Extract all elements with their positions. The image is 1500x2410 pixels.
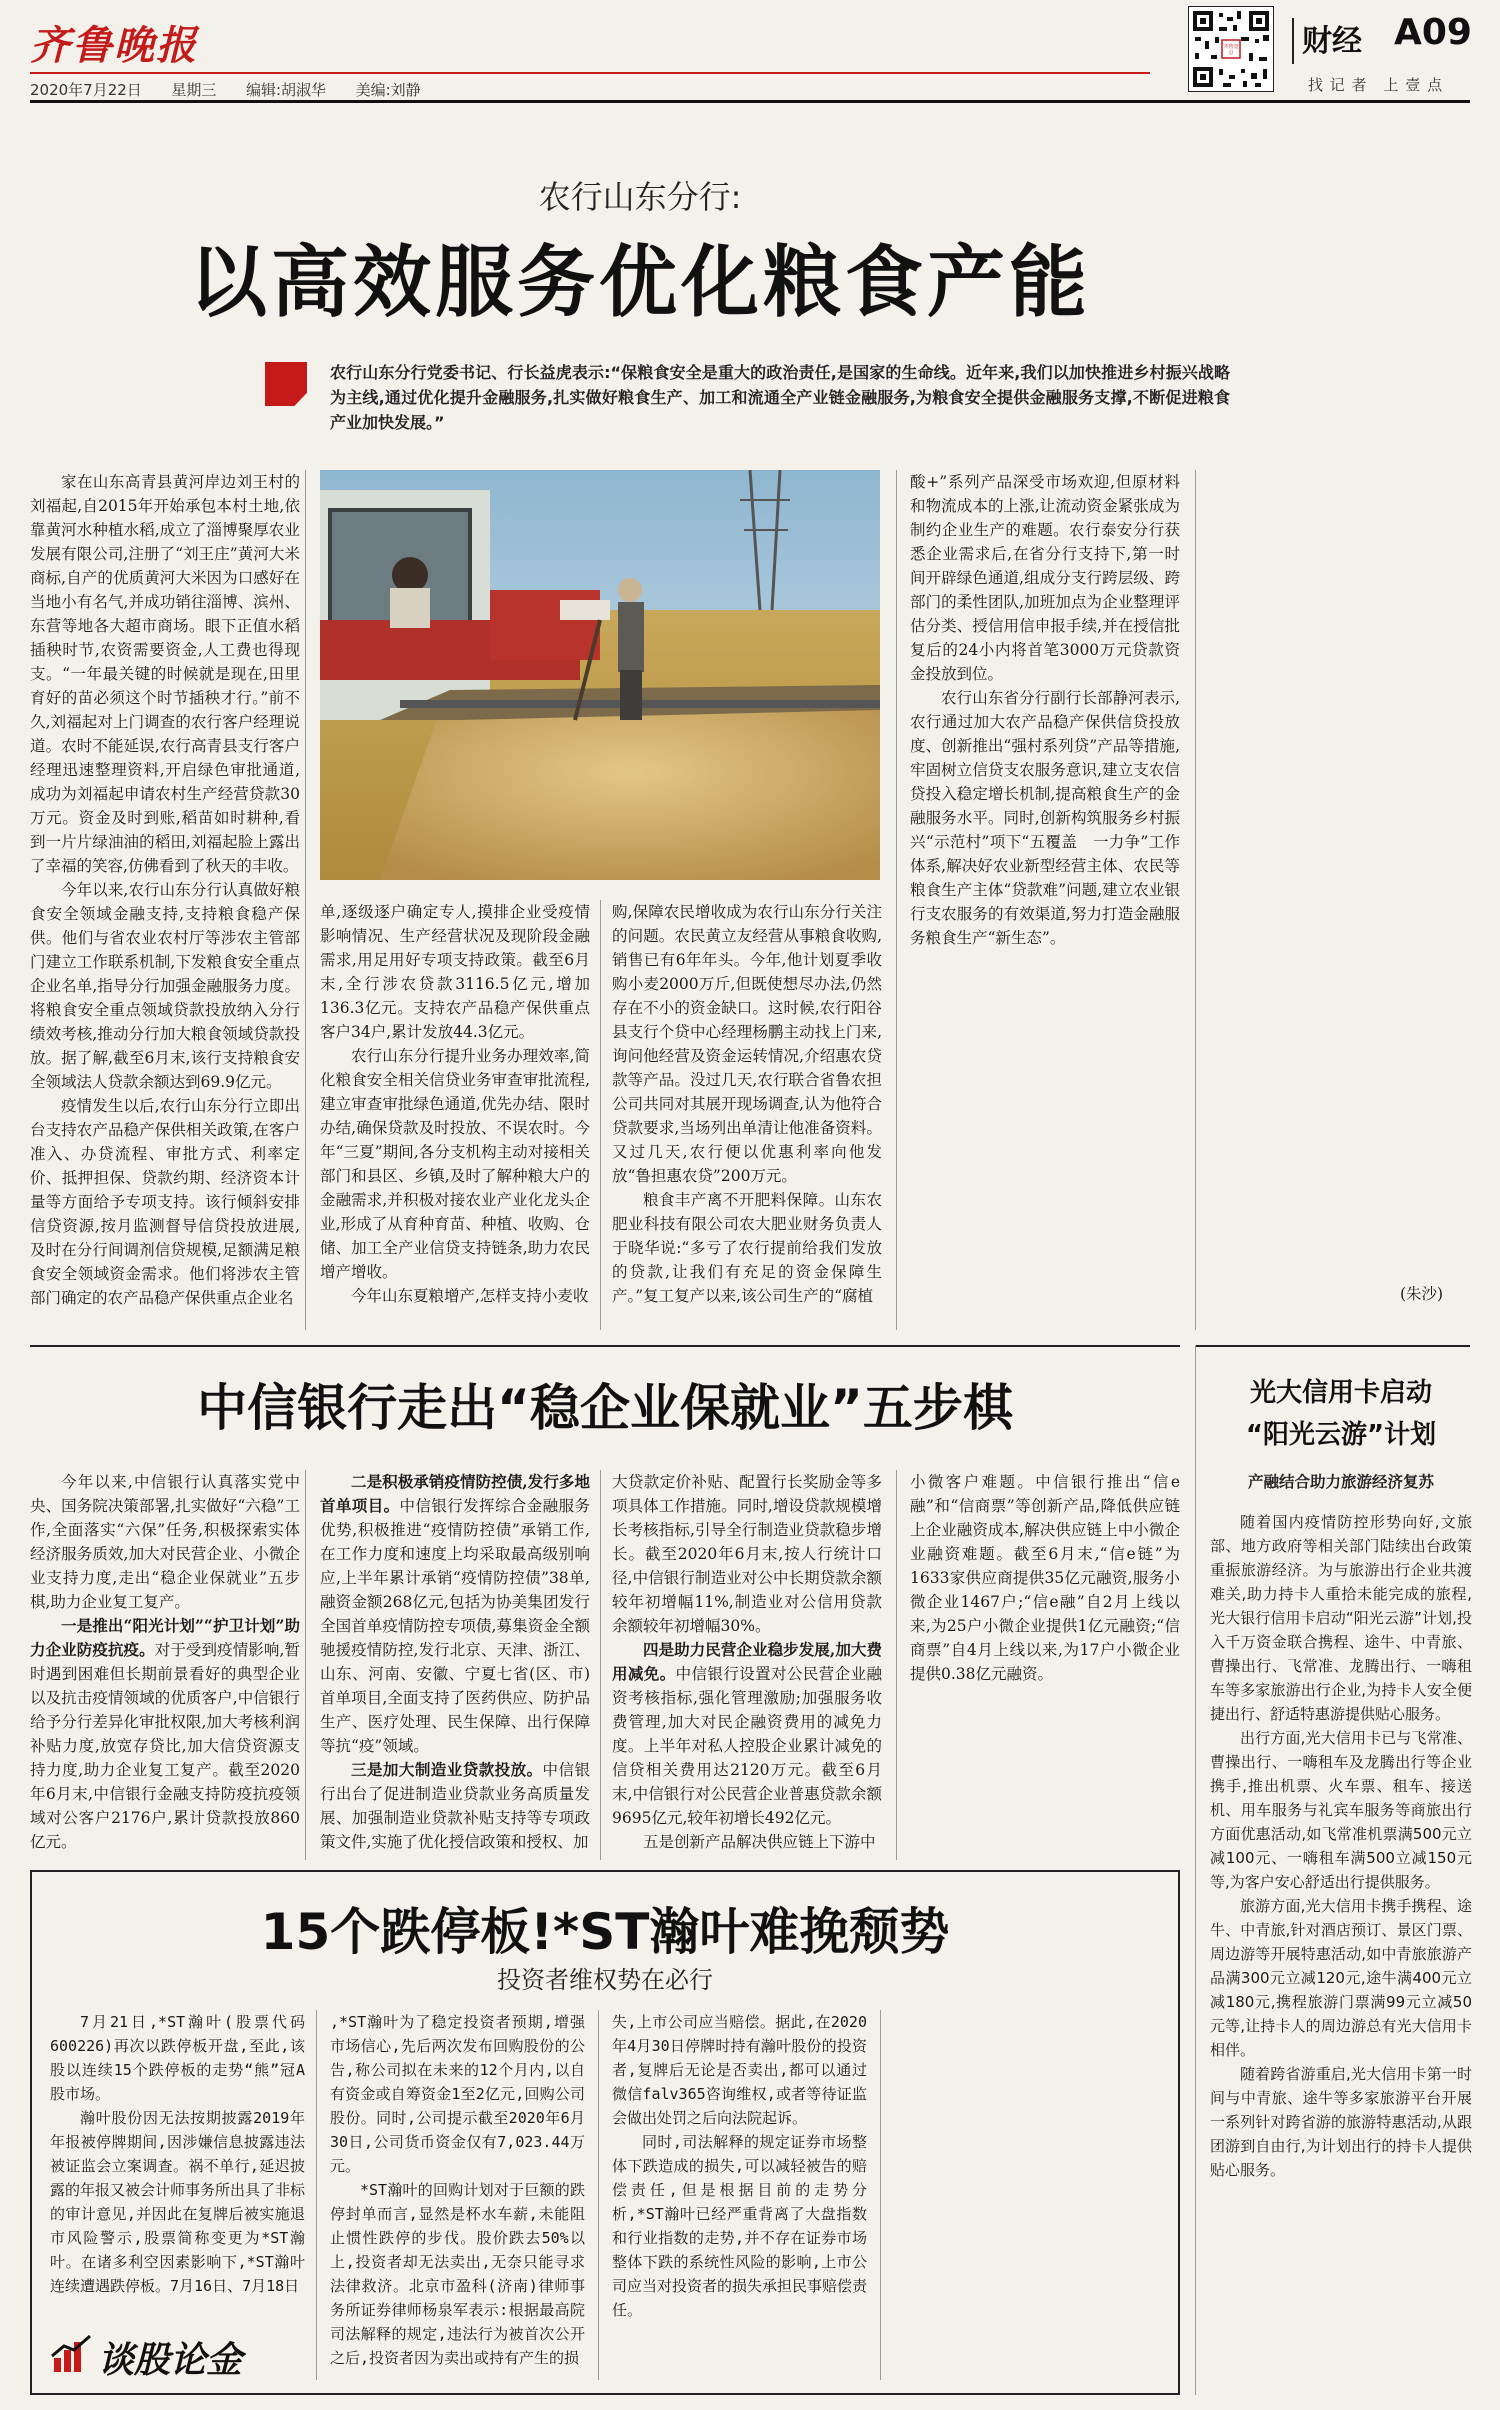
issue-date: 2020年7月22日 (30, 81, 142, 99)
paragraph: 今年山东夏粮增产,怎样支持小麦收 (351, 1287, 589, 1305)
article2-column-2 (320, 1470, 590, 1860)
article1-column-3 (612, 900, 882, 1330)
article1-lead: 农行山东分行党委书记、行长益虎表示:“保粮食安全是重大的政治责任,是国家的生命线。近年来,我们以加快推进乡村振兴战略为主线,通过优化提升金融服务,扎实做好粮食生产、加工和流通全产业链金融服务,为粮食安全提供金融服务支撑,不断促进粮食产业加快发展。” (330, 363, 1230, 432)
paragraph: 随着跨省游重启,光大信用卡第一时间与中青旅、途牛等多家旅游平台开展一系列针对跨省游的旅游特惠活动,从跟团游到自由行,为计划出行的持卡人提供贴心服务。 (1210, 2065, 1472, 2179)
article2-column-1 (30, 1470, 300, 1860)
paragraph: 随着国内疫情防控形势向好,文旅部、地方政府等相关部门陆续出台政策重振旅游经济。为与旅游出行企业共渡难关,助力持卡人重拾未能完成的旅程,光大银行信用卡启动“阳光云游”计划,投入千万资金联合携程、途牛、中青旅、曹操出行、飞常准、龙腾出行、一嗨租车等多家旅游出行企业,为持卡人安全便捷出行、舒适特惠游提供贴心服务。 (1210, 1513, 1472, 1723)
editor-credit: 编辑:胡淑华 (245, 81, 327, 99)
article3-column-2 (330, 2010, 585, 2380)
paragraph: 五是创新产品解决供应链上下游中 (643, 1833, 876, 1851)
paragraph: ,*ST瀚叶为了稳定投资者预期,增强市场信心,先后两次发布回购股份的公告,称公司拟在未来的12个月内,以自有资金或自筹资金1至2亿元,回购公司股份。同时,公司提示截至2020年6月30日,公司货币资金仅有7,023.44万元。 (330, 2013, 585, 2175)
page-number: A09 (1394, 12, 1472, 53)
article4-column (1210, 1510, 1472, 2395)
paragraph: 家在山东高青县黄河岸边刘王村的刘福起,自2015年开始承包本村土地,依靠黄河水种植水稻,成立了淄博聚厚农业发展有限公司,注册了“刘王庄”黄河大米商标,自产的优质黄河大米因为口感好在当地小有名气,并成功销往淄博、滨州、东营等地各大超市商场。眼下正值水稻插秧时节,农资需要资金,人工费也得现支。“一年最关键的时候就是现在,田里育好的苗必须这个时节插秧才行。”前不久,刘福起对上门调查的农行客户经理说道。农时不能延误,农行高青县支行客户经理迅速整理资料,开启绿色审批通道,成功为刘福起申请农村生产经营贷款30万元。资金及时到账,稻苗如时耕种,看到一片片绿油油的稻田,刘福起脸上露出了幸福的笑容,仿佛看到了秋天的丰收。 (30, 473, 300, 875)
article1-column-4 (910, 470, 1180, 1330)
paragraph: 大贷款定价补贴、配置行长奖励金等多项具体工作措施。同时,增设贷款规模增长考核指标,引导全行制造业贷款稳步增长。截至2020年6月末,按人行统计口径,中信银行制造业对公中长期贷款余额较年初增幅11%,制造业对公信用贷款余额较年初增幅30%。 (612, 1473, 882, 1635)
article3-title: 15个跌停板!*ST瀚叶难挽颓势 (260, 1903, 950, 1961)
paragraph: 二是积极承销疫情防控债,发行多地首单项目。中信银行发挥综合金融服务优势,积极推进“疫情防控债”承销工作,在工作力度和速度上均采取最高级别响应,上半年累计承销“疫情防控债”38单,融资金额268亿元,包括为协美集团发行全国首单疫情防控专项债,募集资金全额驰援疫情防控,发行北京、天津、浙江、山东、河南、安徽、宁夏七省(区、市)首单项目,全面支持了医药供应、防护品生产、医疗处理、民生保障、出行保障等抗“疫”领域。 (320, 1472, 590, 1755)
article4-subtitle: 产融结合助力旅游经济复苏 (1247, 1473, 1434, 1491)
paragraph: 小微客户难题。中信银行推出“信e融”和“信商票”等创新产品,降低供应链上企业融资成本,解决供应链上中小微企业融资难题。截至6月末,“信e链”为1633家供应商提供35亿元融资,服务小微企业1467户;“信e融”自2月上线以来,为25户小微企业提供1亿元融资;“信商票”自4月上线以来,为17户小微企业提供0.38亿元融资。 (910, 1473, 1180, 1683)
article1-column-5 (1210, 470, 1472, 1280)
article3-column-4 (894, 2010, 1159, 2380)
paragraph: 今年以来,中信银行认真落实党中央、国务院决策部署,扎实做好“六稳”工作,全面落实“六保”任务,积极探索实体经济服务质效,加大对民营企业、小微企业支持力度,走出“稳企业保就业”五步棋,助力企业复工复产。 (30, 1473, 300, 1611)
paragraph: *ST瀚叶的回购计划对于巨额的跌停封单而言,显然是杯水车薪,未能阻止惯性跌停的步伐。股价跌去50%以上,投资者却无法卖出,无奈只能寻求法律救济。北京市盈科(济南)律师事务所证券律师杨泉军表示:根据最高院司法解释的规定,违法行为被首次公开之后,投资者因为卖出或持有产生的损 (330, 2181, 585, 2367)
paragraph: 单,逐级逐户确定专人,摸排企业受疫情影响情况、生产经营状况及现阶段金融需求,用足用好专项支持政策。截至6月末,全行涉农贷款3116.5亿元,增加136.3亿元。支持农产品稳产保供重点客户34户,累计发放44.3亿元。 (320, 903, 590, 1041)
paragraph: 出行方面,光大信用卡已与飞常准、曹操出行、一嗨租车及龙腾出行等企业携手,推出机票、火车票、租车、接送机、用车服务与礼宾车服务等商旅出行方面优惠活动,如飞常准机票满500元立减100元、一嗨租车满500立减150元等,为客户安心舒适出行提供服务。 (1210, 1729, 1472, 1891)
newspaper-logo: 齐鲁晚报 (30, 22, 198, 69)
qr-center-label: 齐鲁壹点 (1223, 44, 1239, 56)
paragraph: 同时,司法解释的规定证券市场整体下跌造成的损失,可以减轻被告的赔偿责任,但是根据目前的走势分析,*ST瀚叶已经严重背离了大盘指数和行业指数的走势,并不存在证券市场整体下跌的系统性风险的影响,上市公司应当对投资者的损失承担民事赔偿责任。 (612, 2133, 867, 2319)
point-lead: 一是推出“阳光计划”“护卫计划”助力企业防疫抗疫。 (30, 1616, 300, 1659)
article1-column-2 (320, 900, 590, 1330)
paragraph: 失,上市公司应当赔偿。据此,在2020年4月30日停牌时持有瀚叶股份的投资者,复牌后无论是否卖出,都可以通过微信falv365咨询维权,或者等待证监会做出处罚之后向法院起诉。 (612, 2013, 867, 2127)
masthead (0, 0, 1500, 105)
article2-title: 中信银行走出“稳企业保就业”五步棋 (197, 1379, 1013, 1437)
issue-weekday: 星期三 (171, 81, 217, 99)
paragraph: 四是助力民营企业稳步发展,加大费用减免。中信银行设置对公民营企业融资考核指标,强化管理激励;加强服务收费管理,加大对民企融资费用的减免力度。上半年对私人控股企业累计减免的信贷相关费用达2120万元。截至6月末,中信银行对公民营企业普惠贷款余额9695亿元,较年初增长492亿元。 (612, 1640, 882, 1827)
section-name: 财经 (1302, 24, 1362, 59)
paragraph: 酸+”系列产品深受市场欢迎,但原材料和物流成本的上涨,让流动资金紧张成为制约企业生产的难题。农行泰安分行获悉企业需求后,在省分行支持下,第一时间开辟绿色通道,组成分支行跨层级、跨部门的柔性团队,加班加点为企业整理评估分类、授信用信申报手续,并在授信批复后的24小内将首笔3000万元贷款资金投放到位。 (910, 473, 1180, 683)
column-logo-text: 谈股论金 (98, 2340, 243, 2381)
paragraph: 粮食丰产离不开肥料保障。山东农肥业科技有限公司农大肥业财务负责人于晓华说:“多亏了农行提前给我们发放的贷款,让我们有充足的资金保障生产。”复工复产以来,该公司生产的“腐植 (612, 1191, 882, 1305)
point-lead: 四是助力民营企业稳步发展,加大费用减免。 (612, 1640, 882, 1683)
paragraph: 农行山东省分行副行长部静河表示,农行通过加大农产品稳产保供信贷投放度、创新推出“强村系列贷”产品等措施,牢固树立信贷支农服务意识,建立支农信贷投入稳定增长机制,提高粮食生产的金融服务水平。同时,创新构筑服务乡村振兴“示范村”项下“五覆盖 一力争”工作体系,解决好农业新型经营主体、农民等粮食生产主体“贷款难”问题,建立农业银行支农服务的有效渠道,努力打造金融服务粮食生产“新生态”。 (910, 689, 1180, 947)
paragraph: 7月21日,*ST瀚叶(股票代码600226)再次以跌停板开盘,至此,该股以连续15个跌停板的走势“熊”冠A股市场。 (50, 2013, 305, 2103)
paragraph: 疫情发生以后,农行山东分行立即出台支持农产品稳产保供相关政策,在客户准入、办贷流程、审批方式、利率定价、抵押担保、贷款约期、经济资本计量等方面给予专项支持。该行倾斜安排信贷资源,按月监测督导信贷投放进展,及时在分行间调剂信贷规模,足额满足粮食安全领域资金需求。他们将涉农主管部门确定的农产品稳产保供重点企业名 (30, 1097, 300, 1307)
masthead-slogan: 找 记 者 上 壹 点 (1308, 76, 1444, 94)
article4-title-line1: 光大信用卡启动 (1249, 1378, 1432, 1408)
paragraph: 今年以来,农行山东分行认真做好粮食安全领域金融支持,支持粮食稳产保供。他们与省农业农村厅等涉农主管部门建立工作联系机制,下发粮食安全重点企业名单,指导分行加强金融服务力度。将粮食安全重点领域贷款投放纳入分行绩效考核,推动分行加大粮食领域贷款投放。据了解,截至6月末,该行支持粮食安全领域法人贷款余额达到69.9亿元。 (30, 881, 300, 1091)
article2-column-3 (612, 1470, 882, 1860)
point-lead: 二是积极承销疫情防控债,发行多地首单项目。 (320, 1472, 590, 1515)
article3-column-3 (612, 2010, 867, 2380)
rising-chart-icon (50, 2332, 94, 2376)
paragraph: 三是加大制造业贷款投放。中信银行出台了促进制造业贷款业务高质量发展、加强制造业贷款补贴支持等专项政策文件,实施了优化授信政策和授权、加 (320, 1760, 590, 1851)
article3-column-1 (50, 2010, 305, 2320)
masthead-info (30, 79, 421, 100)
designer-credit: 美编:刘静 (355, 81, 421, 99)
article1-byline: (朱沙) (1400, 1285, 1444, 1303)
column-logo (50, 2330, 305, 2380)
article1-kicker: 农行山东分行: (538, 178, 742, 216)
lead-marker (265, 362, 307, 406)
article4-title-line2: “阳光云游”计划 (1245, 1420, 1437, 1450)
article4-title (1210, 1372, 1472, 1456)
paragraph: 农行山东分行提升业务办理效率,简化粮食安全相关信贷业务审查审批流程,建立审查审批绿色通道,优先办结、限时办结,确保贷款及时投放、不误农时。今年“三夏”期间,各分支机构主动对接相关部门和县区、乡镇,及时了解种粮大户的金融需求,并积极对接农业产业化龙头企业,形成了从育种育苗、种植、收购、仓储、加工全产业信贷支持链条,助力农民增产增收。 (320, 1047, 590, 1281)
point-lead: 三是加大制造业贷款投放。 (351, 1760, 543, 1779)
paragraph: 瀚叶股份因无法按期披露2019年年报被停牌期间,因涉嫌信息披露违法被证监会立案调查。祸不单行,延迟披露的年报又被会计师事务所出具了非标的审计意见,并因此在复牌后被实施退市风险警示,股票简称变更为*ST瀚叶。在诸多利空因素影响下,*ST瀚叶连续遭遇跌停板。7月16日、7月18日 (50, 2109, 305, 2295)
paragraph: 旅游方面,光大信用卡携手携程、途牛、中青旅,针对酒店预订、景区门票、周边游等开展特惠活动,如中青旅旅游产品满300元立减120元,途牛满400元立减180元,携程旅游门票满99元立减50元等,让持卡人的周边游总有光大信用卡相伴。 (1210, 1897, 1472, 2059)
paragraph: 一是推出“阳光计划”“护卫计划”助力企业防疫抗疫。对于受到疫情影响,暂时遇到困难但长期前景看好的典型企业以及抗击疫情领域的优质客户,中信银行给予分行差异化审批权限,加大考核利润补贴力度,放宽存贷比,加大信贷资源支持力度,助力企业复工复产。截至2020年6月末,中信银行金融支持防疫抗疫领域对公客户2176户,累计贷款投放860亿元。 (30, 1616, 300, 1851)
article3-subtitle: 投资者维权势在必行 (497, 1966, 713, 1994)
harvest-photo (320, 470, 880, 880)
article1-column-1 (30, 470, 300, 1330)
article2-column-4 (910, 1470, 1180, 1860)
article1-title: 以高效服务优化粮食产能 (188, 238, 1091, 328)
paragraph: 购,保障农民增收成为农行山东分行关注的问题。农民黄立友经营从事粮食收购,销售已有6年年头。今年,他计划夏季收购小麦2000万斤,但既使想尽办法,仍然存在不小的资金缺口。这时候,农行阳谷县支行个贷中心经理杨鹏主动找上门来,询问他经营及资金运转情况,介绍惠农贷款等产品。没过几天,农行联合省鲁农担公司共同对其展开现场调查,认为他符合贷款要求,当场列出单清让他准备资料。又过几天,农行便以优惠利率向他发放“鲁担惠农贷”200万元。 (612, 903, 882, 1185)
qr-code (1188, 6, 1274, 92)
